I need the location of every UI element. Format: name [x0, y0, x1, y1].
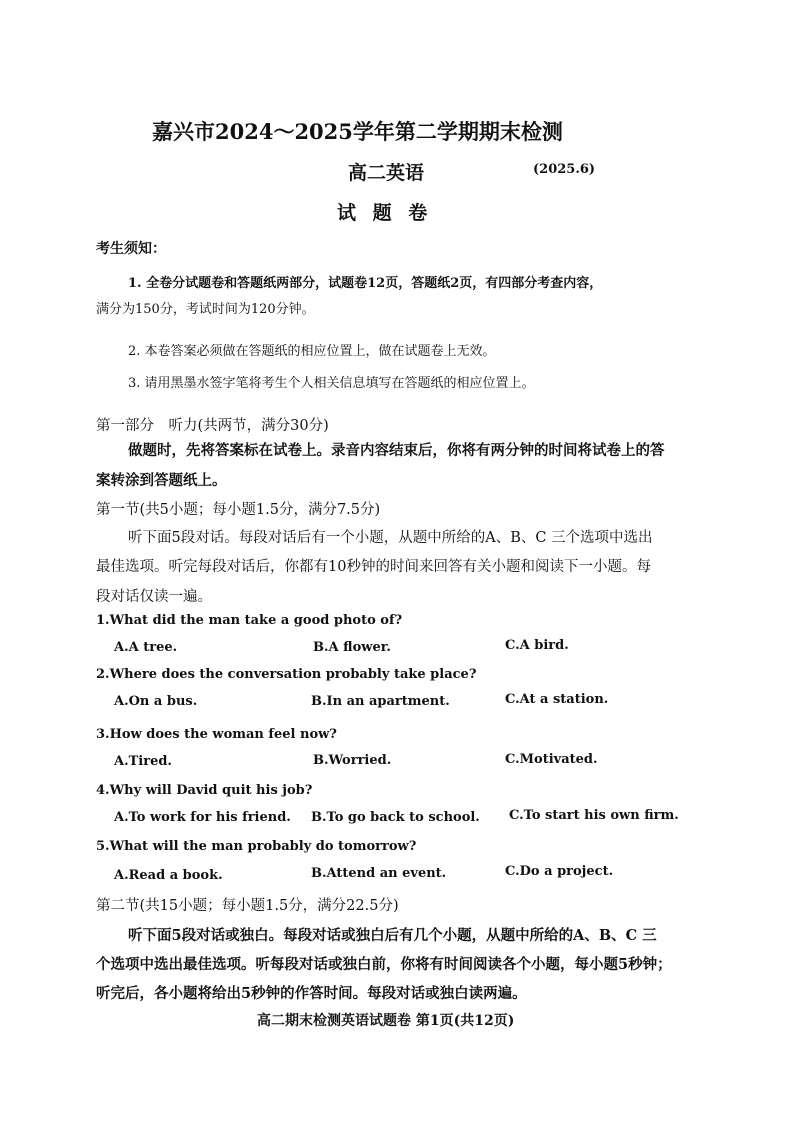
question-3-option-c: C.Motivated. — [505, 752, 598, 767]
question-3-option-b: B.Worried. — [313, 753, 392, 768]
note-item-2: 2. 本卷答案必须做在答题纸的相应位置上，做在试题卷上无效。 — [128, 344, 496, 359]
exam-title: 嘉兴市2024～2025学年第二学期期末检测 — [152, 119, 563, 144]
section2-instr-line-3: 听完后，各小题将给出5秒钟的作答时间。每段对话或独白读两遍。 — [96, 985, 527, 1002]
question-1-option-a: A.A tree. — [114, 640, 178, 655]
question-3-option-a: A.Tired. — [114, 754, 172, 769]
page-footer: 高二期末检测英语试题卷 第1页(共12页) — [257, 1013, 515, 1029]
section2-heading: 第二节(共15小题；每小题1.5分，满分22.5分) — [96, 898, 399, 914]
paper-type: 试 题 卷 — [337, 202, 428, 224]
exam-date: (2025.6) — [533, 162, 596, 177]
question-3: 3.How does the woman feel now? — [96, 727, 337, 742]
section1-heading: 第一节(共5小题；每小题1.5分，满分7.5分) — [96, 502, 381, 518]
question-5-option-b: B.Attend an event. — [311, 866, 447, 881]
part1-intro-line-2: 案转涂到答题纸上。 — [96, 472, 227, 489]
note-item-1-line-1: 1. 全卷分试题卷和答题纸两部分，试题卷12页，答题纸2页，有四部分考查内容， — [128, 276, 603, 291]
question-5: 5.What will the man probably do tomorrow? — [96, 839, 417, 854]
question-5-option-a: A.Read a book. — [114, 868, 223, 883]
part1-heading: 第一部分 听力(共两节，满分30分) — [96, 418, 329, 434]
section1-instr-line-1: 听下面5段对话。每段对话后有一个小题，从题中所给的A、B、C 三个选项中选出 — [128, 530, 653, 546]
question-2-option-a: A.On a bus. — [114, 694, 198, 709]
question-1-option-c: C.A bird. — [505, 638, 569, 653]
section2-instr-line-2: 个选项中选出最佳选项。听每段对话或独白前，你将有时间阅读各个小题，每小题5秒钟； — [96, 956, 672, 973]
section2-instr-line-1: 听下面5段对话或独白。每段对话或独白后有几个小题，从题中所给的A、B、C 三 — [128, 927, 657, 944]
section1-instr-line-3: 段对话仅读一遍。 — [96, 589, 212, 605]
question-2: 2.Where does the conversation probably take place? — [96, 667, 477, 682]
question-4-option-c: C.To start his own firm. — [509, 808, 679, 823]
question-2-option-b: B.In an apartment. — [311, 694, 450, 709]
question-1: 1.What did the man take a good photo of? — [96, 613, 403, 628]
question-5-option-c: C.Do a project. — [505, 864, 614, 879]
part1-intro-line-1: 做题时，先将答案标在试卷上。录音内容结束后，你将有两分钟的时间将试卷上的答 — [128, 442, 665, 459]
question-1-option-b: B.A flower. — [313, 640, 391, 655]
question-2-option-c: C.At a station. — [505, 692, 609, 707]
question-4-option-a: A.To work for his friend. — [114, 810, 291, 825]
note-item-3: 3. 请用黑墨水签字笔将考生个人相关信息填写在答题纸的相应位置上。 — [128, 376, 535, 391]
section1-instr-line-2: 最佳选项。听完每段对话后，你都有10秒钟的时间来回答有关小题和阅读下一小题。每 — [96, 559, 651, 575]
note-item-1-line-2: 满分为150分，考试时间为120分钟。 — [96, 302, 315, 317]
notes-heading: 考生须知： — [96, 241, 166, 257]
question-4-option-b: B.To go back to school. — [311, 810, 480, 825]
subject-title: 高二英语 — [348, 162, 425, 184]
question-4: 4.Why will David quit his job? — [96, 783, 313, 798]
